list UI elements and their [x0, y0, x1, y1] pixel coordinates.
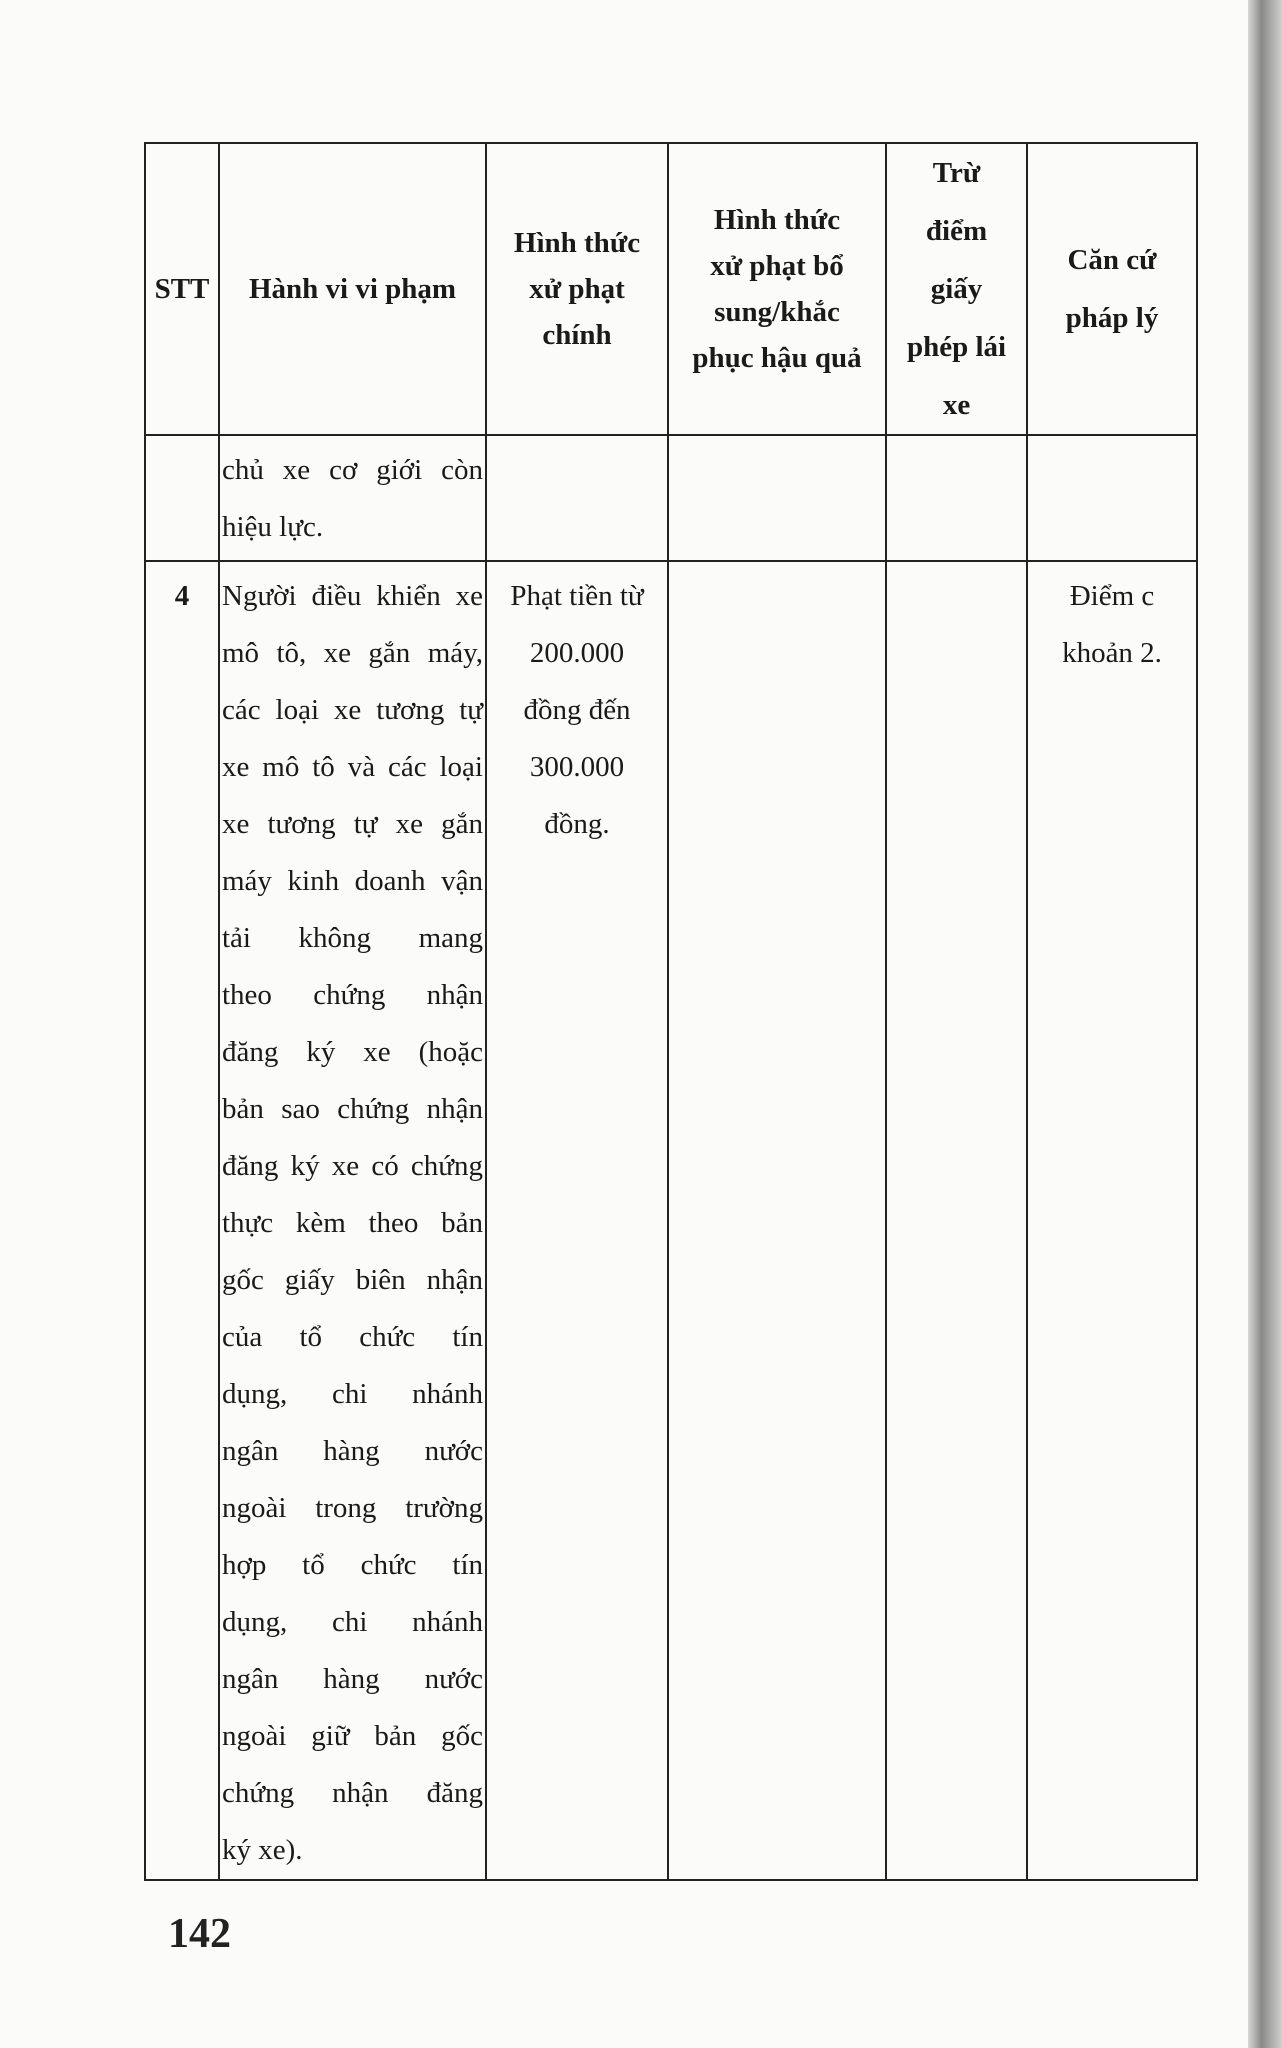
- cell-legal-basis: [1027, 435, 1197, 561]
- header-line: xử phạt: [529, 273, 625, 305]
- header-line: Căn cứ: [1067, 244, 1157, 276]
- cell-text-line: 300.000: [529, 751, 625, 783]
- cell-main-penalty: [486, 435, 668, 561]
- cell-text-line: xe mô tô và các loại: [222, 751, 483, 783]
- cell-text-line: chứng nhận đăng: [222, 1777, 483, 1809]
- cell-text-line: 200.000: [529, 637, 625, 669]
- cell-text-line: thực kèm theo bản: [222, 1207, 483, 1239]
- cell-legal-basis: [1027, 561, 1197, 1880]
- cell-text-line: đăng ký xe (hoặc: [222, 1036, 483, 1068]
- violation-table: [144, 142, 1198, 1881]
- header-line: chính: [542, 319, 612, 351]
- cell-stt: [145, 435, 219, 561]
- header-line: Hình thức: [713, 204, 841, 236]
- cell-text-line: chủ xe cơ giới còn: [222, 454, 483, 486]
- header-line: phép lái: [906, 331, 1007, 363]
- header-line: pháp lý: [1065, 302, 1159, 334]
- cell-text-line: ngoài trong trường: [222, 1492, 483, 1524]
- header-line: Trừ: [932, 157, 981, 189]
- header-extra-penalty: [668, 143, 886, 435]
- cell-text-line: gốc giấy biên nhận: [222, 1264, 483, 1296]
- header-line: giấy: [930, 273, 983, 305]
- cell-text-line: Điểm c: [1069, 580, 1155, 612]
- cell-violation: [219, 435, 486, 561]
- cell-text-line: đăng ký xe có chứng: [222, 1150, 483, 1182]
- header-violation: Hành vi vi phạm: [219, 143, 486, 435]
- cell-text-line: của tổ chức tín: [222, 1321, 483, 1353]
- table-row: [145, 435, 1197, 561]
- cell-license-points: [886, 435, 1027, 561]
- header-line: xe: [942, 389, 971, 421]
- cell-text-line: ngân hàng nước: [222, 1663, 483, 1695]
- cell-text-line: xe tương tự xe gắn: [222, 808, 483, 840]
- table-row: [145, 561, 1197, 1880]
- cell-text-line: hợp tổ chức tín: [222, 1549, 483, 1581]
- cell-text-line: đồng đến: [523, 694, 631, 726]
- table-header-row: [145, 143, 1197, 435]
- cell-text-line: các loại xe tương tự: [222, 694, 483, 726]
- cell-text-line: máy kinh doanh vận: [222, 865, 483, 897]
- header-line: phục hậu quả: [692, 342, 862, 374]
- cell-text-line: ký xe).: [222, 1834, 303, 1866]
- cell-text-line: đồng.: [544, 808, 610, 840]
- header-license-points: [886, 143, 1027, 435]
- header-line: sung/khắc: [714, 296, 840, 328]
- cell-text-line: mô tô, xe gắn máy,: [222, 637, 483, 669]
- stt-value: 4: [174, 580, 190, 612]
- cell-extra-penalty: [668, 561, 886, 1880]
- cell-text-line: khoản 2.: [1062, 637, 1162, 669]
- page-edge-shadow: [1248, 0, 1282, 2048]
- cell-text-line: Phạt tiền từ: [510, 580, 644, 612]
- cell-text-line: theo chứng nhận: [222, 979, 483, 1011]
- cell-text-line: dụng, chi nhánh: [222, 1606, 483, 1638]
- cell-stt: [145, 561, 219, 1880]
- cell-main-penalty: [486, 561, 668, 1880]
- header-line: điểm: [925, 215, 988, 247]
- cell-text-line: dụng, chi nhánh: [222, 1378, 483, 1410]
- header-legal-basis: [1027, 143, 1197, 435]
- cell-text-line: Người điều khiển xe: [222, 580, 483, 612]
- page-number: 142: [168, 1911, 231, 1957]
- cell-text-line: bản sao chứng nhận: [222, 1093, 483, 1125]
- header-main-penalty: [486, 143, 668, 435]
- cell-text-line: ngoài giữ bản gốc: [222, 1720, 483, 1752]
- cell-license-points: [886, 561, 1027, 1880]
- header-line: Hình thức: [513, 227, 641, 259]
- header-line: xử phạt bổ: [710, 250, 844, 282]
- cell-text-line: hiệu lực.: [222, 511, 324, 543]
- cell-text-line: ngân hàng nước: [222, 1435, 483, 1467]
- cell-extra-penalty: [668, 435, 886, 561]
- cell-violation: [219, 561, 486, 1880]
- header-stt: STT: [145, 143, 219, 435]
- cell-text-line: tải không mang: [222, 922, 483, 954]
